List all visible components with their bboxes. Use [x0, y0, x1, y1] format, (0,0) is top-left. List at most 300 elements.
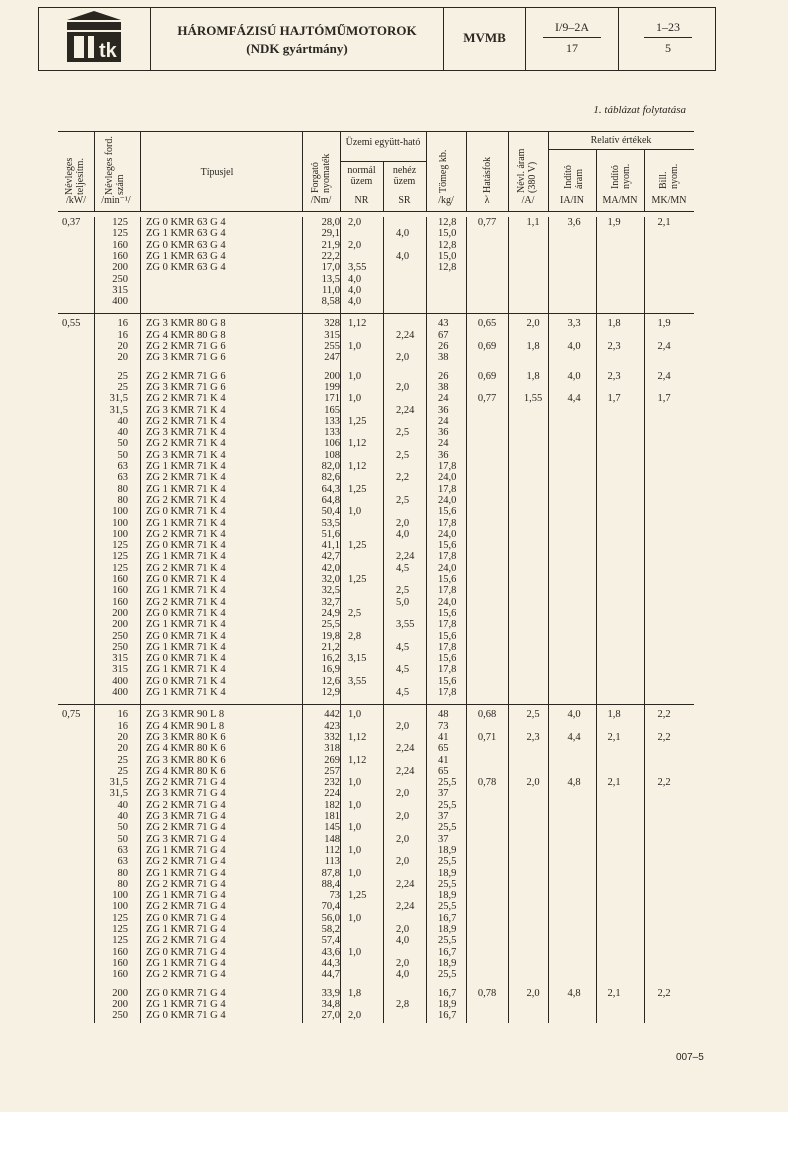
col-rule-2	[140, 131, 141, 211]
speed-cell: 50	[117, 438, 128, 450]
mass-cell: 15,6	[438, 574, 457, 585]
body-col-rule	[94, 217, 95, 1023]
type-cell: ZG 3 KMR 80 K 6	[146, 754, 226, 766]
speed-cell: 100	[112, 517, 128, 529]
normal-cell: 1,0	[348, 370, 362, 382]
table-row	[58, 879, 694, 890]
torque-cell: 106	[324, 438, 340, 450]
start-torque-cell: 2,1	[607, 987, 621, 999]
mass-cell: 15,6	[438, 675, 457, 687]
heavy-cell: 2,24	[396, 329, 415, 341]
current-cell: 2,3	[526, 731, 540, 743]
table-row	[58, 664, 694, 675]
efficiency-cell: 0,77	[477, 393, 497, 405]
pullout-cell: 2,2	[657, 987, 671, 999]
torque-cell: 42,7	[321, 551, 340, 563]
header-heavy: nehéz üzem	[392, 165, 417, 187]
speed-cell: 160	[112, 596, 128, 608]
torque-cell: 332	[324, 731, 340, 743]
table-row	[58, 341, 694, 352]
torque-cell: 25,5	[321, 619, 340, 631]
table-row	[58, 845, 694, 856]
speed-cell: 20	[117, 352, 128, 364]
speed-cell: 31,5	[109, 404, 128, 416]
table-row	[58, 574, 694, 585]
type-cell: ZG 1 KMR 63 G 4	[146, 228, 226, 240]
speed-cell: 160	[112, 957, 128, 969]
torque-cell: 43,6	[321, 946, 340, 958]
header-type: Típusjel	[200, 167, 234, 178]
speed-cell: 125	[112, 935, 128, 947]
table-row	[58, 811, 694, 822]
table-row	[58, 935, 694, 946]
mass-cell: 25,5	[438, 901, 457, 913]
normal-cell: 1,0	[348, 799, 362, 811]
table-row	[58, 755, 694, 766]
mass-cell: 15,6	[438, 506, 457, 518]
mass-cell: 41	[438, 754, 449, 766]
speed-cell: 40	[117, 799, 128, 811]
speed-cell: 160	[112, 250, 128, 262]
type-cell: ZG 2 KMR 71 K 4	[146, 528, 226, 540]
company-logo	[39, 8, 151, 70]
type-cell: ZG 0 KMR 71 G 4	[146, 1010, 226, 1022]
header-page-number	[619, 8, 717, 70]
table-row	[58, 732, 694, 743]
mass-cell: 25,5	[438, 799, 457, 811]
table-row	[58, 529, 694, 540]
torque-cell: 42,0	[321, 562, 340, 574]
type-cell: ZG 4 KMR 80 G 8	[146, 329, 226, 341]
mass-cell: 15,0	[438, 250, 457, 262]
torque-cell: 108	[324, 449, 340, 461]
start-current-cell: 4,8	[567, 777, 581, 789]
normal-cell: 3,55	[348, 262, 367, 274]
power-cell: 0,55	[62, 318, 81, 330]
mass-cell: 18,9	[438, 924, 457, 935]
normal-cell: 1,0	[348, 341, 362, 352]
torque-cell: 44,7	[321, 969, 340, 981]
normal-cell: 1,25	[348, 574, 367, 585]
start-current-cell: 4,4	[567, 393, 581, 405]
table-row	[58, 228, 694, 239]
normal-cell: 4,0	[348, 296, 362, 308]
type-cell: ZG 4 KMR 80 K 6	[146, 765, 226, 777]
mass-cell: 16,7	[438, 912, 457, 924]
torque-cell: 33,9	[321, 987, 340, 999]
torque-cell: 16,9	[321, 664, 340, 676]
torque-cell: 32,5	[321, 585, 340, 597]
table-row	[58, 262, 694, 273]
mass-cell: 25,5	[438, 935, 457, 947]
table-row	[58, 461, 694, 472]
efficiency-cell: 0,69	[477, 341, 497, 352]
current-cell: 1,1	[526, 217, 540, 228]
col-rule-10	[596, 149, 597, 211]
speed-cell: 160	[112, 574, 128, 585]
table-row	[58, 472, 694, 483]
torque-cell: 50,4	[321, 506, 340, 518]
table-row	[58, 438, 694, 449]
heavy-cell: 2,0	[396, 720, 410, 732]
type-cell: ZG 0 KMR 63 G 4	[146, 217, 226, 228]
normal-cell: 1,12	[348, 438, 367, 450]
speed-cell: 20	[117, 341, 128, 352]
body-col-rule	[140, 217, 141, 1023]
type-cell: ZG 1 KMR 71 G 4	[146, 998, 226, 1010]
type-cell: ZG 0 KMR 71 K 4	[146, 540, 226, 552]
mass-cell: 48	[438, 709, 449, 721]
mass-cell: 17,8	[438, 619, 457, 631]
torque-cell: 82,6	[321, 472, 340, 484]
mass-cell: 15,6	[438, 540, 457, 552]
header-current-unit: /A/	[521, 195, 535, 206]
speed-cell: 50	[117, 822, 128, 834]
speed-cell: 400	[112, 675, 128, 687]
speed-cell: 50	[117, 449, 128, 461]
torque-cell: 133	[324, 427, 340, 439]
type-cell: ZG 2 KMR 71 K 4	[146, 596, 226, 608]
type-cell: ZG 4 KMR 90 L 8	[146, 720, 225, 732]
torque-cell: 200	[324, 370, 340, 382]
torque-cell: 57,4	[321, 935, 340, 947]
type-cell: ZG 3 KMR 80 G 8	[146, 318, 226, 330]
table-row	[58, 687, 694, 698]
page-number-top: 1–23	[644, 20, 692, 38]
mass-cell: 26	[438, 370, 449, 382]
torque-cell: 133	[324, 415, 340, 427]
torque-cell: 34,8	[321, 998, 340, 1010]
speed-cell: 25	[117, 370, 128, 382]
type-cell: ZG 1 KMR 71 G 4	[146, 890, 226, 902]
speed-cell: 315	[112, 653, 128, 665]
heavy-cell: 2,24	[396, 878, 415, 890]
normal-cell: 1,0	[348, 709, 362, 721]
table-row	[58, 540, 694, 551]
heavy-cell: 4,0	[396, 935, 410, 947]
mass-cell: 43	[438, 318, 449, 330]
speed-cell: 250	[112, 1010, 128, 1022]
body-col-rule	[644, 217, 645, 1023]
mass-cell: 24	[438, 393, 449, 405]
efficiency-cell: 0,68	[477, 709, 497, 721]
type-cell: ZG 2 KMR 71 G 4	[146, 901, 226, 913]
power-cell: 0,37	[62, 217, 81, 228]
speed-cell: 200	[112, 607, 128, 619]
torque-cell: 29,1	[321, 228, 340, 240]
type-cell: ZG 1 KMR 71 K 4	[146, 517, 226, 529]
header-pullout-ratio: MK/MN	[651, 195, 687, 206]
normal-cell: 2,8	[348, 630, 362, 642]
torque-cell: 181	[324, 811, 340, 822]
col-rule-7	[466, 131, 467, 211]
type-cell: ZG 2 KMR 71 K 4	[146, 393, 226, 405]
heavy-cell: 2,0	[396, 811, 410, 822]
heavy-cell: 2,24	[396, 404, 415, 416]
speed-cell: 125	[112, 551, 128, 563]
table-row	[58, 495, 694, 506]
mass-cell: 15,0	[438, 228, 457, 240]
heavy-cell: 3,55	[396, 619, 415, 631]
header-code: MVMB	[444, 8, 526, 70]
mass-cell: 25,5	[438, 878, 457, 890]
table-row	[58, 382, 694, 393]
type-cell: ZG 4 KMR 80 K 6	[146, 743, 226, 755]
torque-cell: 442	[324, 709, 340, 721]
type-cell: ZG 0 KMR 63 G 4	[146, 239, 226, 251]
table-caption: 1. táblázat folytatása	[593, 104, 686, 116]
heavy-cell: 5,0	[396, 596, 410, 608]
speed-cell: 63	[117, 472, 128, 484]
type-cell: ZG 1 KMR 71 G 4	[146, 924, 226, 935]
current-cell: 1,8	[526, 341, 540, 352]
table-row	[58, 834, 694, 845]
mass-cell: 37	[438, 833, 449, 845]
torque-cell: 32,0	[321, 574, 340, 585]
table-row	[58, 484, 694, 495]
speed-cell: 125	[112, 912, 128, 924]
torque-cell: 19,8	[321, 630, 340, 642]
type-cell: ZG 3 KMR 71 G 6	[146, 352, 226, 364]
type-cell: ZG 0 KMR 71 K 4	[146, 506, 226, 518]
table-row	[58, 352, 694, 363]
speed-cell: 63	[117, 844, 128, 856]
table-row	[58, 924, 694, 935]
mass-cell: 37	[438, 811, 449, 822]
type-cell: ZG 0 KMR 71 G 4	[146, 987, 226, 999]
normal-cell: 1,25	[348, 540, 367, 552]
speed-cell: 315	[112, 664, 128, 676]
mass-cell: 17,8	[438, 461, 457, 472]
torque-cell: 44,3	[321, 957, 340, 969]
speed-cell: 250	[112, 630, 128, 642]
speed-cell: 200	[112, 262, 128, 274]
torque-cell: 21,9	[321, 239, 340, 251]
speed-cell: 315	[112, 284, 128, 296]
heavy-cell: 2,0	[396, 352, 410, 364]
table-row	[58, 766, 694, 777]
type-cell: ZG 2 KMR 71 G 4	[146, 856, 226, 868]
start-current-cell: 3,3	[567, 318, 581, 330]
start-torque-cell: 1,8	[607, 709, 621, 721]
speed-cell: 200	[112, 619, 128, 631]
normal-cell: 4,0	[348, 284, 362, 296]
normal-cell: 1,12	[348, 754, 367, 766]
table-row	[58, 563, 694, 574]
torque-cell: 17,0	[321, 262, 340, 274]
heavy-cell: 2,24	[396, 743, 415, 755]
heavy-cell: 4,0	[396, 228, 410, 240]
efficiency-cell: 0,65	[477, 318, 497, 330]
header-power-unit: /kW/	[66, 195, 86, 206]
table-row	[58, 393, 694, 404]
normal-cell: 2,0	[348, 239, 362, 251]
speed-cell: 16	[117, 720, 128, 732]
pullout-cell: 2,4	[657, 370, 671, 382]
normal-cell: 2,5	[348, 607, 362, 619]
torque-cell: 53,5	[321, 517, 340, 529]
torque-cell: 269	[324, 754, 340, 766]
table-row	[58, 427, 694, 438]
mass-cell: 17,8	[438, 483, 457, 495]
table-row	[58, 822, 694, 833]
header-efficiency: Hatásfok	[482, 156, 493, 193]
mass-cell: 12,8	[438, 262, 457, 274]
table-row	[58, 608, 694, 619]
heavy-cell: 2,0	[396, 788, 410, 800]
mass-cell: 15,6	[438, 607, 457, 619]
normal-cell: 3,15	[348, 653, 367, 665]
header-title-line2: (NDK gyártmány)	[246, 41, 348, 56]
type-cell: ZG 0 KMR 71 K 4	[146, 574, 226, 585]
heavy-cell: 2,0	[396, 856, 410, 868]
torque-cell: 73	[329, 890, 340, 902]
speed-cell: 80	[117, 494, 128, 506]
current-cell: 2,0	[526, 987, 540, 999]
speed-cell: 16	[117, 318, 128, 330]
speed-cell: 250	[112, 641, 128, 653]
start-torque-cell: 2,1	[607, 777, 621, 789]
speed-cell: 125	[112, 228, 128, 240]
speed-cell: 16	[117, 329, 128, 341]
table-row	[58, 890, 694, 901]
mass-cell: 24,0	[438, 562, 457, 574]
page-number-bottom: 5	[665, 41, 671, 55]
mass-cell: 18,9	[438, 844, 457, 856]
mass-cell: 26	[438, 341, 449, 352]
mass-cell: 25,5	[438, 856, 457, 868]
mass-cell: 65	[438, 765, 449, 777]
start-torque-cell: 1,7	[607, 393, 621, 405]
heavy-cell: 2,0	[396, 517, 410, 529]
speed-cell: 80	[117, 878, 128, 890]
torque-cell: 22,2	[321, 250, 340, 262]
table-row	[58, 721, 694, 732]
mass-cell: 16,7	[438, 1010, 457, 1022]
table-row	[58, 999, 694, 1010]
table-row	[58, 405, 694, 416]
table-row	[58, 330, 694, 341]
pullout-cell: 2,1	[657, 217, 671, 228]
torque-cell: 257	[324, 765, 340, 777]
heavy-cell: 2,0	[396, 924, 410, 935]
header-bottom-rule	[58, 211, 694, 212]
power-cell: 0,75	[62, 709, 81, 721]
header-sheet-number	[526, 8, 619, 70]
speed-cell: 400	[112, 687, 128, 698]
table-row	[58, 947, 694, 958]
type-cell: ZG 2 KMR 71 K 4	[146, 494, 226, 506]
mass-cell: 73	[438, 720, 449, 732]
header-start-torque: Indító nyom.	[610, 163, 632, 189]
body-col-rule	[508, 217, 509, 1023]
mass-cell: 17,8	[438, 517, 457, 529]
current-cell: 2,0	[526, 318, 540, 330]
table-row	[58, 416, 694, 427]
speed-cell: 40	[117, 415, 128, 427]
sheet-number-top: I/9–2A	[543, 20, 601, 38]
torque-cell: 315	[324, 329, 340, 341]
speed-cell: 125	[112, 562, 128, 574]
table-row	[58, 450, 694, 461]
mass-cell: 17,8	[438, 551, 457, 563]
speed-cell: 20	[117, 731, 128, 743]
heavy-cell: 4,5	[396, 687, 410, 698]
speed-cell: 160	[112, 585, 128, 597]
speed-cell: 125	[112, 217, 128, 228]
table-row	[58, 240, 694, 251]
mass-cell: 67	[438, 329, 449, 341]
mass-cell: 17,8	[438, 641, 457, 653]
torque-cell: 27,0	[321, 1010, 340, 1022]
mass-cell: 38	[438, 381, 449, 393]
mass-cell: 15,6	[438, 630, 457, 642]
header-title	[151, 8, 444, 70]
type-cell: ZG 2 KMR 71 G 6	[146, 370, 226, 382]
col-rule-8	[508, 131, 509, 211]
type-cell: ZG 2 KMR 71 G 4	[146, 878, 226, 890]
header-relative: Relatív értékek	[590, 135, 652, 146]
heavy-cell: 2,5	[396, 449, 410, 461]
current-cell: 1,55	[523, 393, 543, 405]
type-cell: ZG 3 KMR 80 K 6	[146, 731, 226, 743]
start-current-cell: 4,0	[567, 341, 581, 352]
start-current-cell: 4,0	[567, 370, 581, 382]
speed-cell: 200	[112, 998, 128, 1010]
normal-cell: 1,12	[348, 461, 367, 472]
heavy-cell: 2,0	[396, 381, 410, 393]
speed-cell: 100	[112, 890, 128, 902]
type-cell: ZG 2 KMR 71 G 4	[146, 799, 226, 811]
speed-cell: 100	[112, 528, 128, 540]
header-pullout-torque: Bill. nyom.	[658, 163, 680, 189]
table-row	[58, 251, 694, 262]
mass-cell: 12,8	[438, 239, 457, 251]
current-cell: 1,8	[526, 370, 540, 382]
type-cell: ZG 0 KMR 71 K 4	[146, 675, 226, 687]
header-speed-unit: /min⁻¹/	[101, 195, 131, 206]
speed-cell: 16	[117, 709, 128, 721]
start-current-cell: 4,8	[567, 987, 581, 999]
mass-cell: 37	[438, 788, 449, 800]
heavy-cell: 4,0	[396, 250, 410, 262]
table-row	[58, 597, 694, 608]
type-cell: ZG 3 KMR 71 G 4	[146, 811, 226, 822]
heavy-cell: 2,5	[396, 585, 410, 597]
body-col-rule	[383, 217, 384, 1023]
table-row	[58, 518, 694, 529]
start-torque-cell: 2,3	[607, 370, 621, 382]
normal-cell: 1,0	[348, 393, 362, 405]
speed-cell: 63	[117, 856, 128, 868]
col-rule-5	[383, 161, 384, 211]
speed-cell: 25	[117, 381, 128, 393]
header-torque-unit: /Nm/	[310, 195, 332, 206]
mass-cell: 36	[438, 404, 449, 416]
normal-cell: 1,0	[348, 506, 362, 518]
torque-cell: 8,58	[321, 296, 340, 308]
efficiency-cell: 0,69	[477, 370, 497, 382]
type-cell: ZG 1 KMR 71 G 4	[146, 844, 226, 856]
speed-cell: 160	[112, 239, 128, 251]
header-service: Üzemi együtt-ható	[345, 137, 421, 148]
section-rule	[58, 704, 694, 705]
document-header	[38, 7, 716, 71]
torque-cell: 247	[324, 352, 340, 364]
speed-cell: 25	[117, 765, 128, 777]
table-row	[58, 969, 694, 980]
table-row	[58, 676, 694, 687]
